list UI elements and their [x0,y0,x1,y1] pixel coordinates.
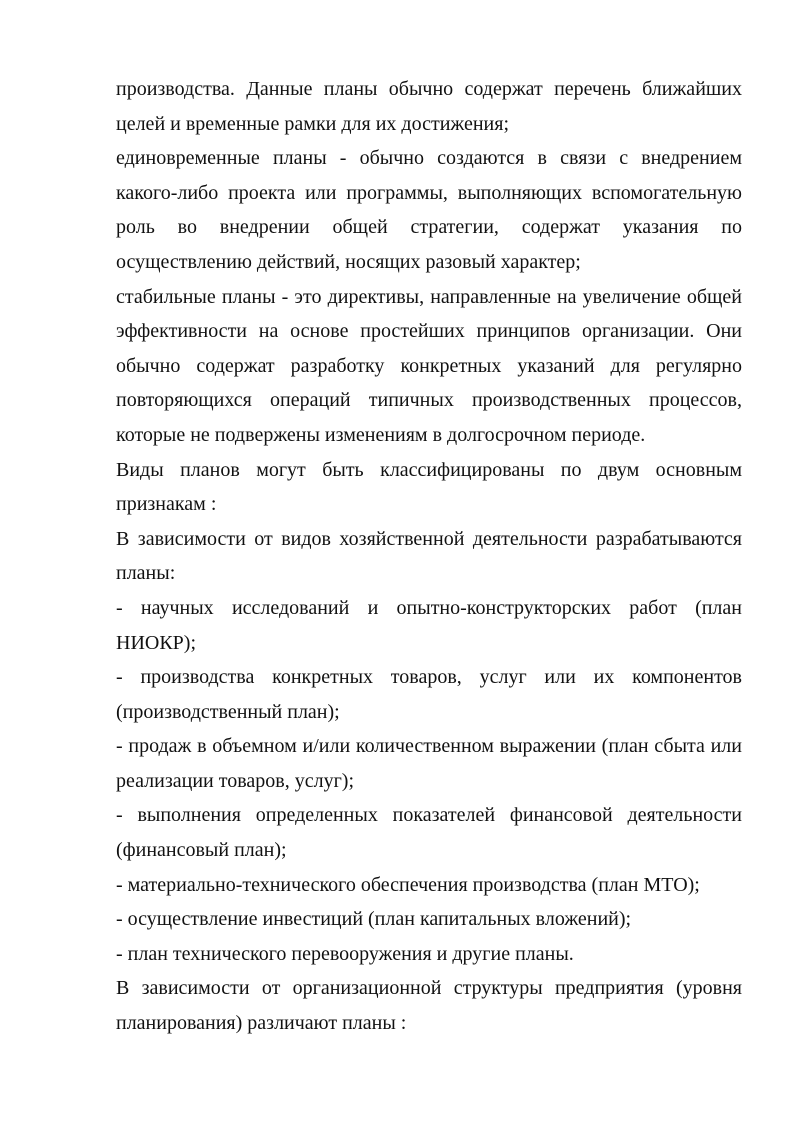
paragraph-production-plans-continued: производства. Данные планы обычно содержат перечень ближайших целей и временные рамки для их достижения; [116,78,742,135]
list-item-sales-plan: - продаж в объемном и/или количественном выражении (план сбыта или реализации товаров, услуг); [116,735,742,792]
list-item-production-plan: - производства конкретных товаров, услуг или их компонентов (производственный план); [116,666,742,723]
document-body [116,72,742,1041]
list-item-mto-plan: - материально-технического обеспечения производства (план МТО); [116,873,700,896]
paragraph-by-structure-intro: В зависимости от организационной структуры предприятия (уровня планирования) различают планы : [116,977,742,1035]
paragraph-stable-plans: стабильные планы - это директивы, направленные на увеличение общей эффективности на основе простейших принципов организации. Они обычно содержат разработку конкретных указаний для регулярно повторяющихся операций типичных производственных процессов, которые не подвержены изменениям в долгосрочном периоде. [116,285,742,446]
paragraph-one-time-plans: единовременные планы - обычно создаются в связи с внедрением какого-либо проекта или программы, выполняющих вспомогательную роль во внедрении общей стратегии, содержат указания по осуществлению действий, носящих разовый характер; [116,147,742,273]
paragraph-plan-types-intro: Виды планов могут быть классифицированы по двум основным признакам : [116,458,742,516]
list-item-rnd-plan: - научных исследований и опытно-конструкторских работ (план НИОКР); [116,596,742,654]
list-item-investment-plan: - осуществление инвестиций (план капитальных вложений); [116,908,632,931]
list-item-technical-plan: - план технического перевооружения и другие планы. [116,942,574,965]
paragraph-by-activity-intro: В зависимости от видов хозяйственной деятельности разрабатываются планы: [116,527,742,585]
list-item-financial-plan: - выполнения определенных показателей финансовой деятельности (финансовый план); [116,804,742,862]
